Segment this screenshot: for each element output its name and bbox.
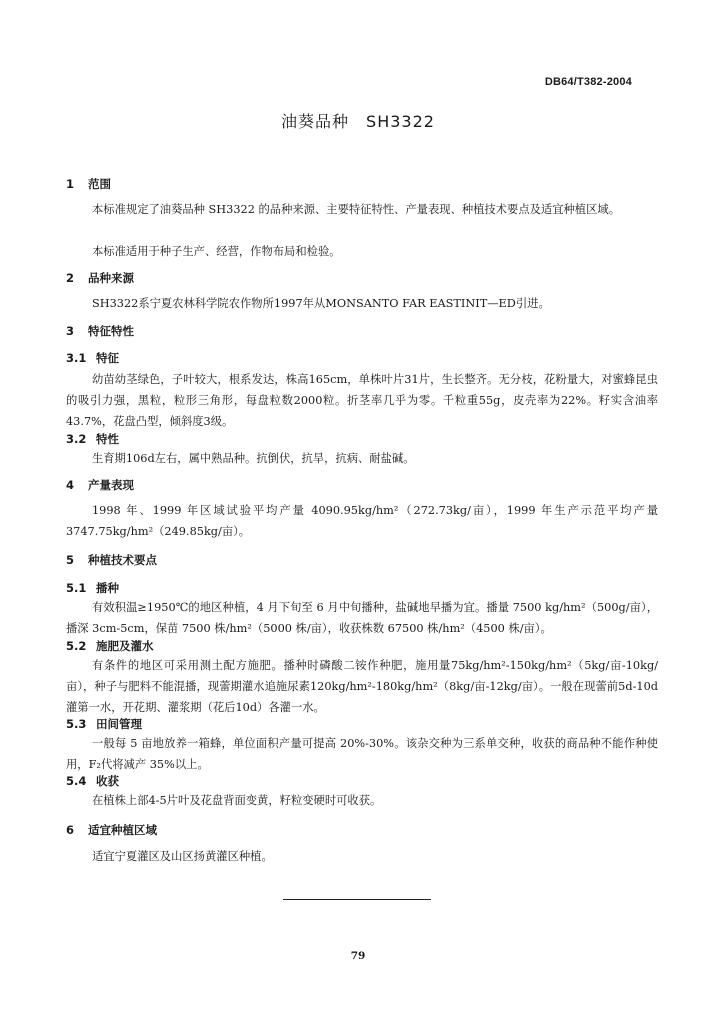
- section-title: 品种来源: [88, 271, 134, 285]
- section-number: 6: [66, 823, 75, 837]
- paragraph-features: 幼苗幼茎绿色，子叶较大，根系发达，株高165cm，单株叶片31片，生长整齐。无分枝，花粉量大，对蜜蜂昆虫的吸引力强，黑粒，粒形三角形，每盘粒数2000粒。折茎率几乎为零。千粒重55g，皮壳率为22%。籽实含油率43.7%，花盘凸型，倾斜度3级。: [66, 373, 658, 428]
- subsection-title: 施肥及灌水: [96, 639, 154, 653]
- section-title: 种植技术要点: [88, 553, 157, 567]
- section-number: 1: [66, 177, 75, 191]
- subsection-title: 田间管理: [96, 717, 142, 731]
- page-number: 79: [350, 950, 366, 962]
- subsection-number: 3.1: [66, 351, 87, 365]
- section-title: 适宜种植区域: [88, 823, 157, 837]
- paragraph-harvest: 在植株上部4-5片叶及花盘背面变黄，籽粒变硬时可收获。: [92, 794, 382, 807]
- section-title: 特征特性: [88, 324, 134, 338]
- subsection-number: 5.2: [66, 639, 87, 653]
- page-title: 油葵品种 SH3322: [281, 112, 435, 131]
- subsection-number: 3.2: [66, 432, 87, 446]
- subsection-title: 收获: [96, 774, 119, 788]
- end-rule: [283, 899, 431, 900]
- section-heading-yield: [66, 477, 134, 493]
- section-number: 3: [66, 324, 75, 338]
- subsection-title: 播种: [96, 581, 119, 595]
- paragraph-field-management: 一般每 5 亩地放养一箱蜂，单位面积产量可提高 20%-30%。该杂交种为三系单交种，收获的商品种不能作种使用，F₂代将减产 35%以上。: [66, 737, 658, 771]
- section-number: 4: [66, 478, 75, 492]
- subsection-heading-features: [66, 350, 119, 366]
- paragraph-scope-1: 本标准规定了油葵品种 SH3322 的品种来源、主要特征特性、产量表现、种植技术要点及适宜种植区域。: [92, 203, 620, 216]
- subsection-heading-fertilizing: [66, 638, 154, 654]
- subsection-heading-traits: [66, 431, 119, 447]
- subsection-number: 5.4: [66, 774, 87, 788]
- subsection-title: 特性: [96, 432, 119, 446]
- section-title: 范围: [88, 177, 111, 191]
- paragraph-scope-2: 本标准适用于种子生产、经营，作物布局和检验。: [92, 245, 341, 258]
- subsection-title: 特征: [96, 351, 119, 365]
- paragraph-yield: 1998 年、1999 年区域试验平均产量 4090.95kg/hm²（272.73kg/亩），1999 年生产示范平均产量3747.75kg/hm²（249.85kg/亩）。: [66, 504, 658, 538]
- section-heading-origin: [66, 270, 134, 286]
- subsection-heading-sowing: [66, 580, 119, 596]
- paragraph-traits: 生育期106d左右，属中熟品种。抗倒伏，抗旱，抗病、耐盐碱。: [92, 452, 415, 465]
- paragraph-sowing: 有效积温≥1950℃的地区种植，4 月下旬至 6 月中旬播种，盐碱地早播为宜。播量 7500 kg/hm²（500g/亩），播深 3cm-5cm，保苗 7500 株/hm²（5000 株/亩），收获株数 67500 株/hm²（4500 株/亩）。: [66, 601, 658, 635]
- paragraph-suitable-area: 适宜宁夏灌区及山区扬黄灌区种植。: [92, 850, 273, 863]
- subsection-number: 5.1: [66, 581, 87, 595]
- section-heading-scope: [66, 176, 111, 192]
- section-heading-techniques: [66, 552, 157, 568]
- paragraph-origin: SH3322系宁夏农林科学院农作物所1997年从MONSANTO FAR EASTINIT—ED引进。: [92, 297, 550, 310]
- section-number: 2: [66, 271, 75, 285]
- subsection-heading-harvest: [66, 773, 119, 789]
- section-number: 5: [66, 553, 75, 567]
- subsection-number: 5.3: [66, 717, 87, 731]
- section-heading-characteristics: [66, 323, 134, 339]
- subsection-heading-field-management: [66, 716, 142, 732]
- paragraph-fertilizing: 有条件的地区可采用测土配方施肥。播种时磷酸二铵作种肥，施用量75kg/hm²-150kg/hm²（5kg/亩-10kg/亩），种子与肥料不能混播，现蕾期灌水追施尿素120kg/hm²-180kg/hm²（8kg/亩-12kg/亩）。一般在现蕾前5d-10d灌第一水，开花期、灌浆期（花后10d）各灌一水。: [66, 659, 658, 714]
- section-title: 产量表现: [88, 478, 134, 492]
- section-heading-suitable-area: [66, 822, 157, 838]
- document-code: DB64/T382-2004: [544, 76, 632, 88]
